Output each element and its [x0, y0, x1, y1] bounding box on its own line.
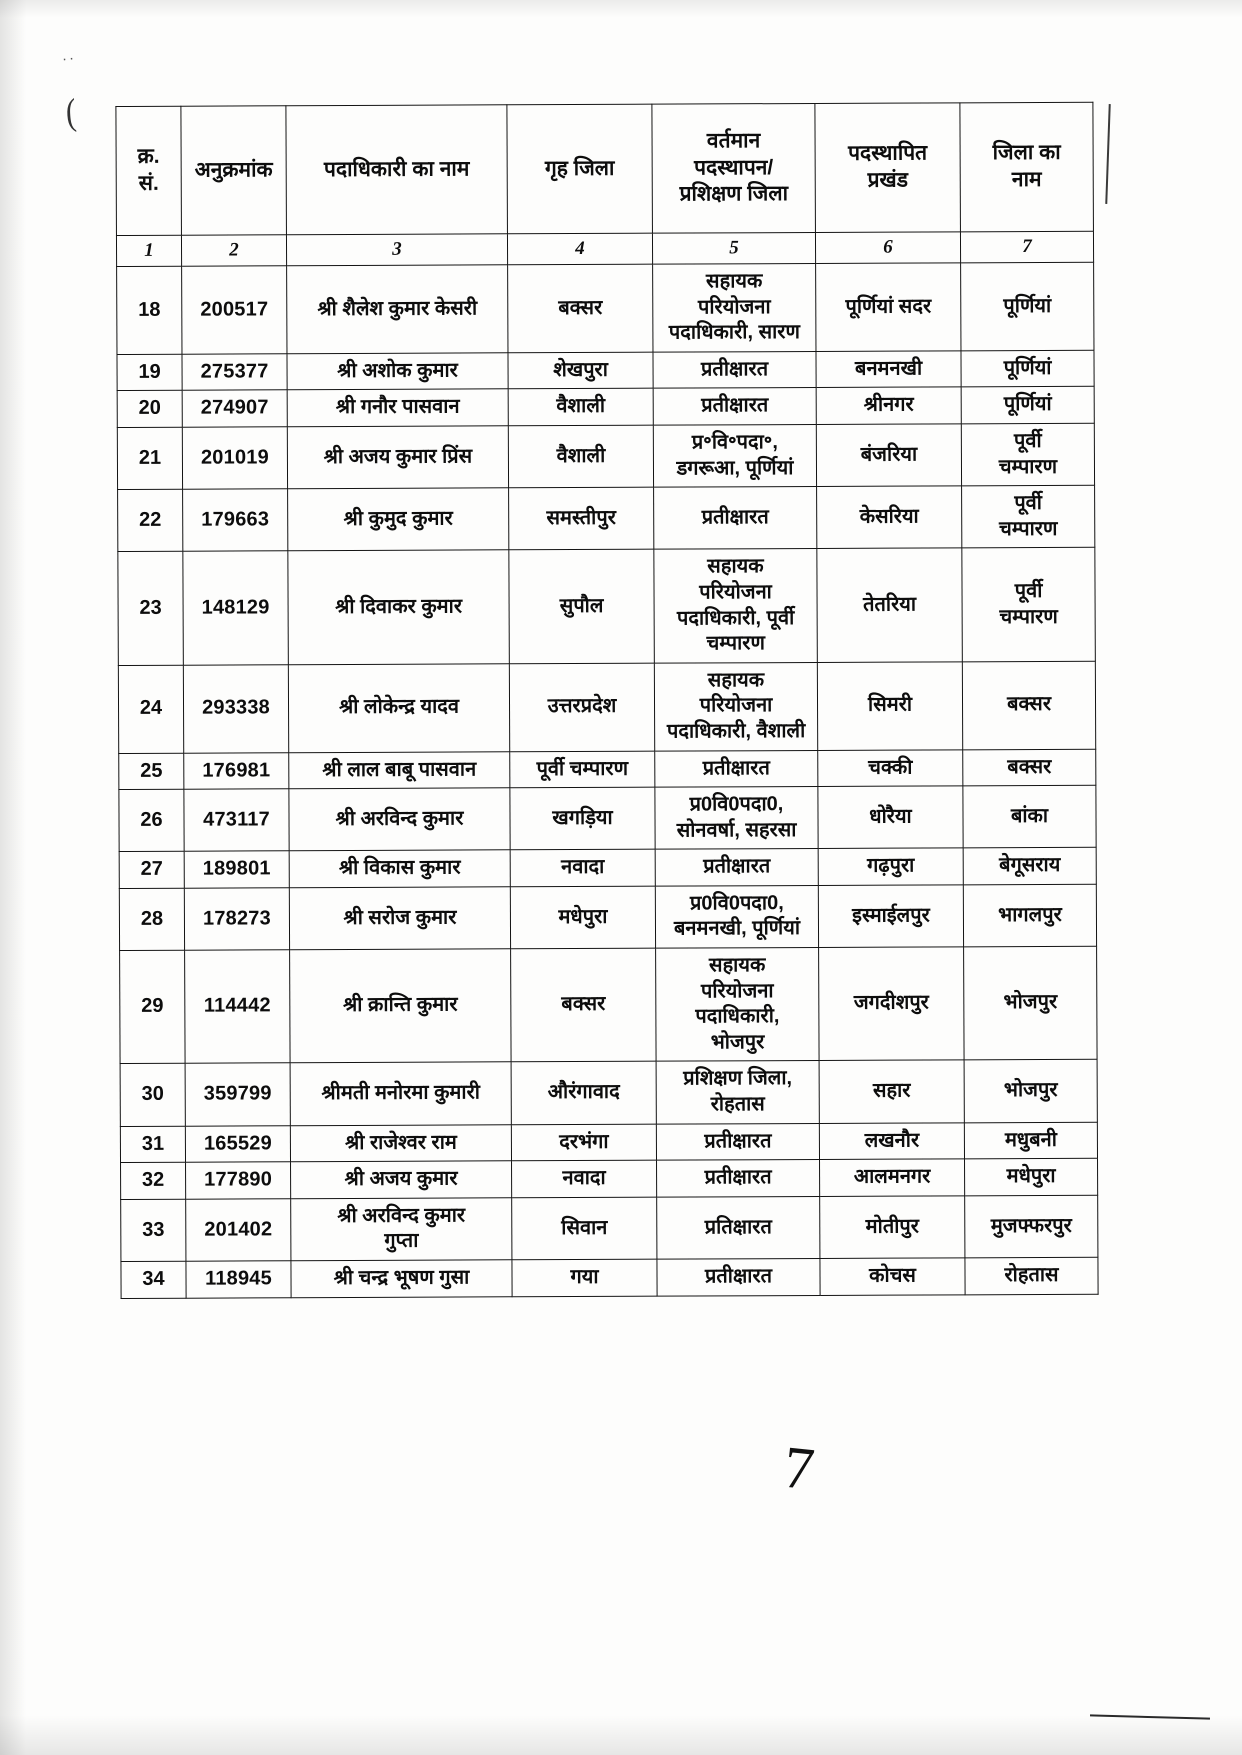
cell-text: मधेपुरा — [558, 905, 608, 928]
cell-serial-number: 28 — [119, 888, 184, 950]
cell-current-posting — [653, 263, 816, 351]
cell-text: बांका — [1010, 804, 1049, 828]
cell-home-district — [508, 425, 653, 488]
cell-roll-number: 473117 — [184, 789, 289, 852]
cell-officer-name — [290, 1062, 511, 1125]
cell-text: श्री कुमुद कुमार — [343, 507, 453, 530]
cell-serial-number: 21 — [117, 427, 182, 489]
cell-officer-name — [287, 389, 508, 427]
colnum-6: 6 — [815, 232, 960, 264]
cell-current-posting — [657, 1160, 820, 1197]
cell-text: प्रतीक्षारत — [700, 357, 769, 381]
cell-district-name — [961, 262, 1094, 350]
cell-text: श्रीमती मनोरमा कुमारी — [321, 1081, 480, 1105]
cell-district-name — [964, 1122, 1097, 1159]
cell-officer-name — [289, 887, 510, 950]
cell-posted-block — [818, 848, 963, 885]
handwritten-page-number: 7 — [780, 1433, 818, 1503]
cell-home-district — [511, 1062, 656, 1125]
cell-serial-number: 33 — [121, 1199, 186, 1261]
roster-table-container — [115, 102, 1072, 1299]
cell-current-posting — [653, 424, 816, 487]
cell-text: प्रतीक्षारत — [703, 855, 771, 878]
cell-text: प्रतीक्षारत — [701, 394, 769, 417]
header-home-district — [507, 104, 653, 234]
cell-text: सुपौल — [559, 594, 604, 617]
table-row — [118, 548, 1095, 666]
cell-text: प्रतीक्षारत — [704, 1265, 773, 1288]
cell-text: सिमरी — [867, 693, 913, 717]
cell-text: श्री अरविन्द कुमार गुप्ता — [337, 1204, 466, 1253]
cell-roll-number: 114442 — [185, 950, 290, 1064]
colnum-3: 3 — [286, 234, 507, 266]
cell-serial-number: 24 — [118, 665, 183, 753]
officer-posting-table — [115, 102, 1098, 1299]
cell-text: श्री गनौर पासवान — [335, 395, 460, 419]
cell-roll-number: 165529 — [185, 1125, 290, 1162]
cell-text: नवादा — [562, 1167, 606, 1190]
cell-officer-name — [291, 1161, 512, 1199]
colnum-1: 1 — [116, 235, 181, 266]
header-text: जिला का नाम — [992, 141, 1061, 192]
colnum-5: 5 — [652, 232, 815, 264]
cell-district-name — [962, 548, 1095, 662]
cell-serial-number: 27 — [119, 852, 184, 889]
cell-officer-name — [291, 1260, 512, 1298]
table-row — [119, 884, 1096, 950]
cell-text: मधेपुरा — [1006, 1165, 1056, 1188]
cell-officer-name — [287, 426, 508, 489]
cell-text: केसरिया — [859, 505, 919, 528]
cell-district-name — [965, 1195, 1098, 1258]
cell-text: वैशाली — [556, 444, 606, 467]
cell-home-district — [510, 849, 655, 886]
cell-text: नवादा — [561, 856, 605, 879]
cell-district-name — [963, 848, 1096, 885]
colnum-4: 4 — [507, 233, 652, 265]
cell-posted-block — [819, 947, 964, 1061]
scan-shadow-top — [0, 0, 1242, 18]
cell-text: पूर्वी चम्पारण — [999, 492, 1058, 540]
cell-roll-number: 200517 — [182, 266, 287, 354]
cell-text: तेतरिया — [863, 593, 917, 616]
cell-roll-number: 176981 — [184, 752, 289, 789]
colnum-7: 7 — [960, 231, 1093, 263]
cell-text: पूर्णियां सदर — [845, 295, 932, 318]
cell-current-posting — [655, 750, 818, 787]
cell-text: गया — [570, 1265, 599, 1289]
table-row — [120, 1060, 1097, 1126]
cell-home-district — [511, 948, 656, 1062]
cell-text: प्रशिक्षण जिला, रोहतास — [683, 1067, 793, 1116]
cell-district-name — [961, 350, 1094, 387]
cell-text: प्रतीक्षारत — [701, 506, 769, 529]
cell-serial-number: 29 — [120, 950, 185, 1064]
cell-district-name — [964, 1060, 1097, 1123]
cell-text: सिवान — [561, 1216, 608, 1239]
cell-text: बनमनखी — [854, 357, 923, 380]
cell-text: उत्तरप्रदेश — [547, 695, 617, 718]
cell-district-name — [962, 661, 1095, 749]
cell-district-name — [963, 785, 1096, 848]
cell-text: सहायक परियोजना पदाधिकारी, भोजपुर — [695, 954, 780, 1054]
header-district-name — [960, 102, 1094, 232]
cell-text: मोतीपुर — [865, 1215, 919, 1238]
cell-current-posting — [656, 1061, 819, 1124]
cell-current-posting — [657, 1196, 820, 1259]
cell-posted-block — [818, 885, 963, 948]
header-text: अनुक्रमांक — [194, 157, 273, 182]
column-number-row — [116, 231, 1093, 266]
header-text: पदाधिकारी का नाम — [323, 157, 470, 181]
cell-home-district — [509, 487, 654, 550]
header-row — [116, 102, 1094, 235]
table-row — [118, 661, 1095, 753]
cell-posted-block — [818, 786, 963, 849]
stray-ink-rule-right — [1105, 104, 1110, 204]
cell-text: प्र॰वि॰पदा॰, डगरूआ, पूर्णियां — [676, 431, 794, 480]
cell-officer-name — [289, 850, 510, 888]
cell-current-posting — [656, 1123, 819, 1160]
cell-officer-name — [287, 265, 508, 354]
cell-posted-block — [818, 749, 963, 786]
cell-text: श्री चन्द्र भूषण गुसा — [333, 1266, 470, 1290]
cell-posted-block — [816, 351, 961, 388]
cell-home-district — [509, 550, 654, 664]
cell-text: प्रतीक्षारत — [704, 1129, 772, 1153]
cell-roll-number: 189801 — [184, 851, 289, 888]
scan-shadow-left — [0, 0, 26, 1755]
table-row — [117, 423, 1094, 489]
cell-text: सहायक परियोजना पदाधिकारी, सारण — [668, 270, 800, 344]
cell-posted-block — [816, 387, 961, 424]
cell-current-posting — [654, 662, 817, 750]
cell-text: चक्की — [868, 756, 913, 779]
table-row — [119, 785, 1096, 851]
cell-roll-number: 274907 — [182, 390, 287, 427]
cell-posted-block — [817, 662, 962, 750]
cell-text: सहायक परियोजना पदाधिकारी, पूर्वी चम्पारण — [676, 555, 795, 655]
header-current-posting — [652, 103, 816, 233]
cell-text: प्रतिक्षारत — [704, 1215, 772, 1239]
cell-current-posting — [657, 1258, 820, 1295]
cell-posted-block — [819, 1122, 964, 1159]
cell-officer-name — [288, 488, 509, 551]
cell-home-district — [508, 264, 653, 352]
cell-text: समस्तीपुर — [546, 506, 616, 530]
cell-current-posting — [654, 487, 817, 550]
table-row — [120, 1122, 1097, 1163]
cell-officer-name — [290, 1124, 511, 1162]
cell-text: श्री लोकेन्द्र यादव — [339, 695, 460, 719]
cell-current-posting — [653, 388, 816, 425]
cell-text: भोजपुर — [1003, 1079, 1058, 1102]
cell-posted-block — [820, 1159, 965, 1196]
cell-text: श्री लाल बाबू पासवान — [322, 757, 477, 781]
cell-text: आलमनगर — [853, 1165, 931, 1189]
cell-current-posting — [654, 549, 817, 663]
cell-text: प्र0वि0पदा0, बनमनखी, पूर्णियां — [673, 891, 801, 941]
cell-district-name — [965, 1158, 1098, 1195]
table-row — [117, 350, 1094, 391]
cell-serial-number: 26 — [119, 789, 184, 851]
cell-home-district — [510, 787, 655, 850]
cell-officer-name — [289, 788, 510, 851]
stray-ink-rule-bottom — [1090, 1714, 1210, 1719]
table-row — [121, 1195, 1098, 1261]
cell-district-name — [963, 884, 1096, 947]
cell-text: श्री अजय कुमार प्रिंस — [323, 445, 473, 468]
cell-current-posting — [655, 885, 818, 948]
cell-posted-block — [820, 1258, 965, 1295]
cell-serial-number: 34 — [121, 1261, 186, 1298]
cell-text: श्री शैलेश कुमार केसरी — [317, 297, 478, 320]
cell-text: प्रतीक्षारत — [704, 1166, 772, 1189]
cell-roll-number: 177890 — [186, 1162, 291, 1199]
cell-posted-block — [816, 424, 961, 487]
cell-text: बक्सर — [561, 993, 606, 1016]
header-serial-number — [116, 106, 182, 235]
table-row — [120, 946, 1097, 1064]
cell-home-district — [508, 352, 653, 389]
stray-ink-dots: ·· — [61, 49, 77, 68]
cell-district-name — [965, 1257, 1098, 1294]
cell-roll-number: 201402 — [186, 1199, 291, 1262]
table-row — [119, 848, 1096, 889]
cell-text: श्री अशोक कुमार — [337, 359, 458, 382]
cell-text: कोचस — [869, 1264, 916, 1287]
cell-posted-block — [816, 263, 961, 351]
table-row — [118, 485, 1095, 551]
cell-home-district — [512, 1160, 657, 1197]
cell-text: पूर्वी चम्पारण — [536, 757, 629, 780]
header-text: गृह जिला — [544, 156, 615, 180]
cell-officer-name — [290, 949, 511, 1063]
cell-text: वैशाली — [556, 395, 606, 418]
cell-text: इस्माईलपुर — [852, 904, 930, 927]
header-posted-block — [815, 103, 961, 233]
cell-home-district — [511, 1124, 656, 1161]
cell-officer-name — [287, 353, 508, 391]
cell-current-posting — [656, 948, 819, 1062]
table-header — [116, 102, 1094, 266]
cell-posted-block — [819, 1060, 964, 1123]
cell-roll-number: 293338 — [183, 664, 288, 752]
cell-home-district — [512, 1259, 657, 1296]
cell-officer-name — [291, 1198, 512, 1261]
cell-roll-number: 148129 — [183, 551, 288, 665]
cell-text: रोहतास — [1004, 1263, 1059, 1287]
stray-ink-paren: ( — [64, 91, 78, 134]
cell-officer-name — [289, 751, 510, 789]
cell-text: मुजफ्फरपुर — [990, 1214, 1072, 1237]
cell-serial-number: 22 — [118, 489, 183, 551]
table-row — [117, 387, 1094, 428]
cell-roll-number: 178273 — [184, 888, 289, 951]
colnum-2: 2 — [181, 235, 286, 266]
cell-text: प्रतीक्षारत — [702, 756, 770, 779]
cell-roll-number: 359799 — [185, 1063, 290, 1126]
cell-current-posting — [655, 849, 818, 886]
cell-text: श्री अरविन्द कुमार — [335, 807, 464, 830]
cell-text: श्री दिवाकर कुमार — [335, 595, 463, 618]
table-row — [117, 262, 1094, 354]
cell-text: श्री क्रान्ति कुमार — [343, 993, 458, 1017]
cell-serial-number: 25 — [119, 753, 184, 790]
cell-home-district — [509, 663, 654, 751]
header-text: वर्तमान पदस्थापन/ प्रशिक्षण जिला — [679, 128, 789, 206]
cell-current-posting — [653, 351, 816, 388]
cell-home-district — [510, 751, 655, 788]
cell-serial-number: 20 — [117, 391, 182, 428]
header-text: क्र. सं. — [137, 144, 160, 195]
cell-text: शेखपुरा — [553, 358, 608, 381]
cell-officer-name — [288, 664, 509, 753]
header-roll-number — [181, 106, 287, 235]
table-row — [119, 749, 1096, 790]
cell-text: भोजपुर — [1003, 991, 1058, 1014]
cell-posted-block — [817, 548, 962, 662]
cell-text: श्री विकास कुमार — [338, 856, 461, 880]
header-officer-name — [286, 105, 508, 235]
cell-serial-number: 30 — [120, 1064, 185, 1126]
scan-shadow-bottom — [0, 1715, 1242, 1755]
cell-text: श्री अजय कुमार — [344, 1167, 458, 1191]
cell-text: बक्सर — [1007, 693, 1052, 716]
cell-text: दरभंगा — [559, 1130, 609, 1153]
cell-text: पूर्वी चम्पारण — [999, 579, 1058, 628]
cell-serial-number: 32 — [121, 1162, 186, 1199]
table-body — [117, 262, 1098, 1298]
cell-text: जगदीशपुर — [853, 991, 929, 1015]
cell-posted-block — [817, 486, 962, 549]
cell-serial-number: 23 — [118, 552, 183, 666]
cell-text: लखनौर — [864, 1129, 920, 1152]
cell-district-name — [962, 485, 1095, 548]
cell-text: श्री सरोज कुमार — [343, 906, 457, 929]
cell-text: बंजरिया — [860, 443, 918, 466]
cell-serial-number: 19 — [117, 354, 182, 391]
cell-roll-number: 118945 — [186, 1261, 291, 1298]
cell-text: औरंगावाद — [547, 1081, 620, 1104]
cell-serial-number: 31 — [120, 1126, 185, 1163]
cell-district-name — [961, 387, 1094, 424]
cell-text: सहायक परियोजना पदाधिकारी, वैशाली — [666, 668, 806, 743]
cell-text: श्रीनगर — [863, 393, 914, 417]
cell-text: मधुबनी — [1004, 1128, 1057, 1151]
cell-roll-number: 275377 — [182, 354, 287, 391]
cell-district-name — [961, 423, 1094, 486]
header-text: पदस्थापित प्रखंड — [848, 141, 928, 192]
cell-text: पूर्वी चम्पारण — [998, 429, 1058, 478]
cell-serial-number: 18 — [117, 266, 182, 354]
cell-text: पूर्णियां — [1003, 356, 1052, 379]
cell-roll-number: 179663 — [183, 489, 288, 552]
table-row — [121, 1257, 1098, 1298]
cell-text: धोरैया — [869, 805, 912, 828]
cell-text: पूर्णियां — [1003, 393, 1052, 416]
cell-home-district — [510, 886, 655, 949]
cell-text: बक्सर — [558, 296, 603, 319]
cell-text: भागलपुर — [998, 903, 1062, 926]
cell-text: खगड़िया — [552, 806, 613, 830]
cell-text: पूर्णियां — [1003, 294, 1052, 317]
cell-posted-block — [820, 1196, 965, 1259]
cell-home-district — [508, 389, 653, 426]
table-row — [121, 1158, 1098, 1199]
cell-home-district — [512, 1197, 657, 1260]
cell-roll-number: 201019 — [182, 427, 287, 490]
cell-officer-name — [288, 550, 509, 664]
cell-district-name — [964, 946, 1097, 1060]
cell-district-name — [963, 749, 1096, 786]
cell-text: बेगूसराय — [999, 854, 1061, 877]
cell-text: प्र0वि0पदा0, सोनवर्षा, सहरसा — [676, 793, 797, 842]
cell-text: सहार — [872, 1079, 911, 1102]
cell-current-posting — [655, 787, 818, 850]
cell-text: श्री राजेश्वर राम — [344, 1131, 457, 1154]
cell-text: गढ़पुरा — [867, 854, 915, 878]
cell-text: बक्सर — [1007, 755, 1052, 778]
